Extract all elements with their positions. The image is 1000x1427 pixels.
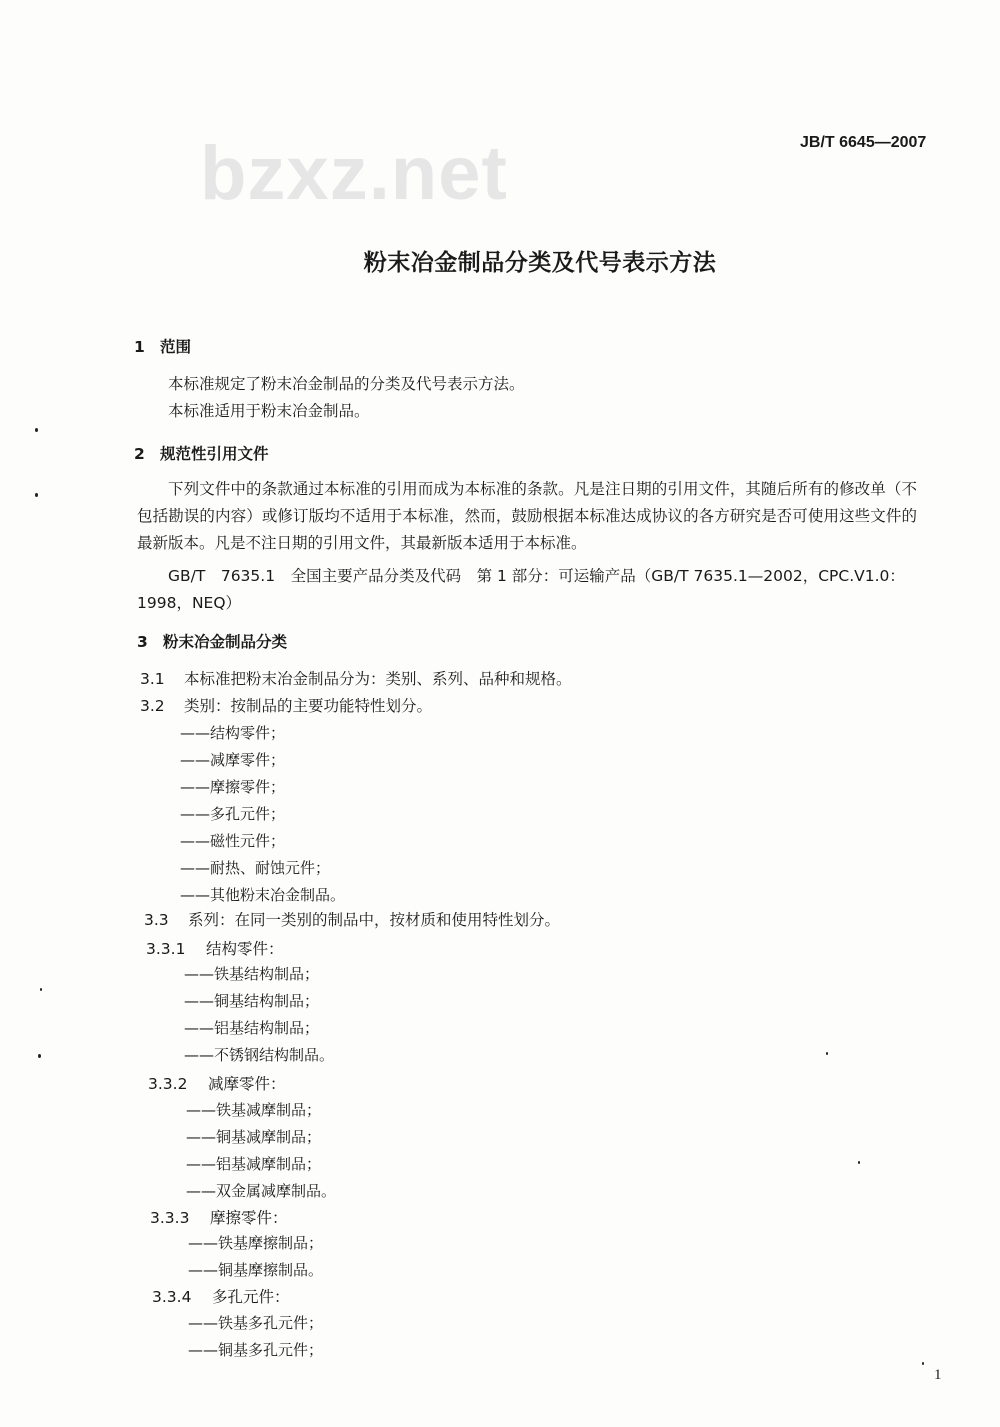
clause-number: 3.3.2: [148, 1075, 188, 1093]
paragraph: 本标准适用于粉末冶金制品。: [168, 402, 370, 420]
list-item: ——磁性元件；: [180, 832, 286, 850]
list-item: ——铝基减摩制品；: [186, 1155, 322, 1173]
clause-3-3-3: [150, 1206, 288, 1228]
list-item: ——铁基结构制品；: [184, 965, 320, 983]
watermark: bzxz.net: [200, 131, 508, 216]
normative-references-paragraph: 下列文件中的条款通过本标准的引用而成为本标准的条款。凡是注日期的引用文件，其随后所有的修改单（不包括勘误的内容）或修订版均不适用于本标准，然而，鼓励根据本标准达成协议的各方研究是否可使用这些文件的最新版本。凡是不注日期的引用文件，其最新版本适用于本标准。: [137, 480, 917, 552]
scan-speck: [40, 988, 42, 991]
clause-number: 3.3.1: [146, 940, 186, 958]
scan-speck: [38, 1054, 41, 1058]
section-number: 1: [134, 338, 145, 356]
clause-3-1: [140, 667, 572, 689]
list-item: ——耐热、耐蚀元件；: [180, 859, 331, 877]
clause-text: 系列：在同一类别的制品中，按材质和使用特性划分。: [188, 911, 561, 929]
section-number: 2: [134, 445, 145, 463]
list-item: ——铝基结构制品；: [184, 1019, 320, 1037]
clause-number: 3.1: [140, 670, 165, 688]
list-item: ——铜基结构制品；: [184, 992, 320, 1010]
list-item: ——铜基摩擦制品。: [188, 1261, 324, 1279]
clause-text: 类别：按制品的主要功能特性划分。: [184, 697, 433, 715]
section-3-heading: [137, 630, 287, 652]
list-item: ——双金属减摩制品。: [186, 1182, 337, 1200]
scan-speck: [858, 1161, 860, 1164]
clause-label: 减摩零件：: [208, 1075, 286, 1093]
clause-label: 摩擦零件：: [210, 1209, 288, 1227]
clause-number: 3.2: [140, 697, 165, 715]
list-item: ——铁基摩擦制品；: [188, 1234, 324, 1252]
list-item: ——多孔元件；: [180, 805, 286, 823]
clause-3-3-1: [146, 937, 284, 959]
list-item: ——铜基多孔元件；: [188, 1341, 324, 1359]
section-title: 范围: [160, 338, 192, 356]
scan-speck: [35, 428, 38, 432]
paragraph: 本标准规定了粉末冶金制品的分类及代号表示方法。: [168, 375, 525, 393]
clause-label: 多孔元件：: [212, 1288, 290, 1306]
list-item: ——铁基减摩制品；: [186, 1101, 322, 1119]
section-title: 规范性引用文件: [160, 445, 269, 463]
clause-3-3-4: [152, 1285, 290, 1307]
section-1-heading: [134, 335, 191, 357]
clause-number: 3.3: [144, 911, 169, 929]
document-title: 粉末冶金制品分类及代号表示方法: [363, 250, 717, 276]
reference-line: GB/T 7635.1 全国主要产品分类及代码 第 1 部分：可运输产品（GB/T 7635.1—2002，CPC.V1.0：: [168, 567, 905, 585]
clause-number: 3.3.3: [150, 1209, 190, 1227]
list-item: ——铁基多孔元件；: [188, 1314, 324, 1332]
page-number: 1: [934, 1367, 942, 1383]
list-item: ——不锈钢结构制品。: [184, 1046, 335, 1064]
clause-text: 本标准把粉末冶金制品分为：类别、系列、品种和规格。: [184, 670, 572, 688]
scan-speck: [826, 1052, 828, 1055]
list-item: ——减摩零件；: [180, 751, 286, 769]
section-title: 粉末冶金制品分类: [163, 633, 288, 651]
list-item: ——结构零件；: [180, 724, 286, 742]
clause-3-3: [144, 908, 560, 930]
list-item: ——其他粉末冶金制品。: [180, 886, 346, 904]
reference-line: 1998，NEQ）: [137, 594, 242, 612]
clause-number: 3.3.4: [152, 1288, 192, 1306]
list-item: ——铜基减摩制品；: [186, 1128, 322, 1146]
clause-3-3-2: [148, 1072, 286, 1094]
list-item: ——摩擦零件；: [180, 778, 286, 796]
clause-3-2: [140, 694, 432, 716]
clause-label: 结构零件：: [206, 940, 284, 958]
section-2-heading: [134, 442, 269, 464]
section-number: 3: [137, 633, 148, 651]
standard-number: JB/T 6645—2007: [800, 134, 927, 151]
scan-speck: [922, 1362, 924, 1365]
scan-speck: [35, 493, 38, 497]
